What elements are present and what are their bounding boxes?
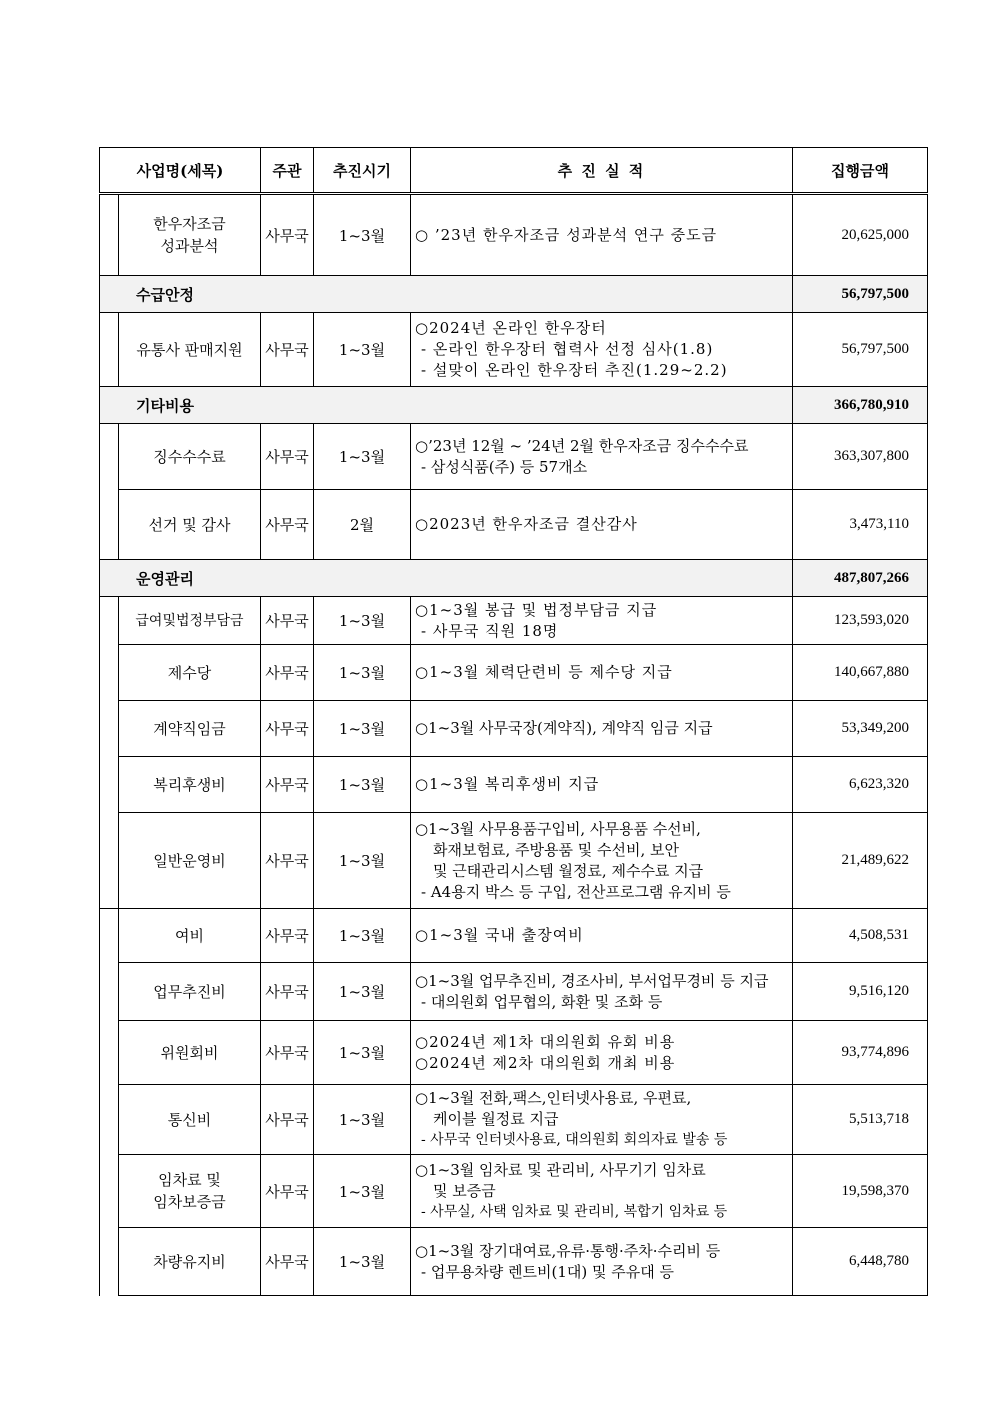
row-gutter [100, 597, 119, 645]
table-row [100, 757, 928, 813]
item-org: 사무국 [261, 424, 314, 490]
detail-line: 및 보증금 [433, 1181, 496, 1200]
item-detail [411, 1228, 793, 1296]
detail-line: ○1~3월 장기대여료,유류·통행·주차·수리비 등 [415, 1241, 721, 1260]
item-name: 선거 및 감사 [119, 490, 261, 560]
detail-line: - 업무용차량 렌트비(1대) 및 주유대 등 [421, 1262, 675, 1281]
detail-line: - 사무실, 사택 임차료 및 관리비, 복합기 임차료 등 [421, 1203, 728, 1220]
item-period: 1~3월 [314, 1085, 411, 1155]
item-detail [411, 909, 793, 963]
item-period: 2월 [314, 490, 411, 560]
budget-execution-table [99, 147, 928, 1296]
item-detail [411, 963, 793, 1021]
detail-line: ○1~3월 복리후생비 지급 [415, 775, 600, 793]
item-detail [411, 194, 793, 276]
item-period: 1~3월 [314, 701, 411, 757]
item-detail [411, 757, 793, 813]
detail-line: ○1~3월 전화,팩스,인터넷사용료, 우편료, [415, 1089, 692, 1107]
item-amount: 53,349,200 [793, 701, 928, 757]
item-period: 1~3월 [314, 313, 411, 387]
item-amount: 93,774,896 [793, 1021, 928, 1085]
item-amount: 19,598,370 [793, 1155, 928, 1228]
item-detail [411, 645, 793, 701]
item-detail [411, 701, 793, 757]
detail-line: ○2024년 제1차 대의원회 유회 비용 [415, 1032, 676, 1051]
table-row [100, 313, 928, 387]
row-gutter [100, 1021, 119, 1085]
item-name: 복리후생비 [119, 757, 261, 813]
item-name: 업무추진비 [119, 963, 261, 1021]
table-row [100, 490, 928, 560]
item-org: 사무국 [261, 1085, 314, 1155]
header-name: 사업명(세목) [100, 148, 261, 194]
item-name: 위원회비 [119, 1021, 261, 1085]
item-name-line: 한우자조금 [153, 215, 226, 233]
category-amount: 487,807,266 [793, 560, 928, 597]
row-gutter [100, 490, 119, 560]
detail-line: - 온라인 한우장터 협력사 선정 심사(1.8) [421, 340, 714, 358]
item-org: 사무국 [261, 1228, 314, 1296]
table-row [100, 909, 928, 963]
item-name: 제수당 [119, 645, 261, 701]
detail-line: ○1~3월 임차료 및 관리비, 사무기기 임차료 [415, 1160, 706, 1179]
item-org: 사무국 [261, 963, 314, 1021]
row-gutter [100, 909, 119, 963]
detail-line: ○2024년 온라인 한우장터 [415, 319, 607, 337]
item-period: 1~3월 [314, 597, 411, 645]
category-row [100, 276, 928, 313]
detail-line: 화재보험료, 주방용품 및 수선비, 보안 [433, 840, 679, 859]
item-amount: 4,508,531 [793, 909, 928, 963]
table-row [100, 194, 928, 276]
item-period: 1~3월 [314, 645, 411, 701]
category-row [100, 560, 928, 597]
item-org: 사무국 [261, 701, 314, 757]
item-org: 사무국 [261, 194, 314, 276]
row-gutter [100, 1085, 119, 1155]
table-row [100, 1085, 928, 1155]
item-org: 사무국 [261, 597, 314, 645]
detail-line: 및 근태관리시스템 월정료, 제수수료 지급 [433, 861, 704, 880]
item-amount: 123,593,020 [793, 597, 928, 645]
item-org: 사무국 [261, 757, 314, 813]
item-period: 1~3월 [314, 1021, 411, 1085]
item-name: 징수수수료 [119, 424, 261, 490]
item-name: 차량유지비 [119, 1228, 261, 1296]
item-name-line: 임차료 및 [158, 1171, 221, 1189]
item-org: 사무국 [261, 313, 314, 387]
detail-line: - A4용지 박스 등 구입, 전산프로그램 유지비 등 [421, 882, 731, 901]
category-row [100, 387, 928, 424]
detail-line: ○1~3월 체력단련비 등 제수당 지급 [415, 663, 673, 681]
item-detail [411, 1021, 793, 1085]
table-row [100, 1155, 928, 1228]
item-detail [411, 1085, 793, 1155]
item-name [119, 1155, 261, 1228]
item-amount: 6,623,320 [793, 757, 928, 813]
detail-line: - 사무국 직원 18명 [421, 621, 559, 640]
row-gutter [100, 1155, 119, 1228]
table-header-row [100, 148, 928, 194]
item-name-line: 성과분석 [160, 237, 219, 255]
item-org: 사무국 [261, 1155, 314, 1228]
item-period: 1~3월 [314, 424, 411, 490]
item-period: 1~3월 [314, 194, 411, 276]
category-amount: 366,780,910 [793, 387, 928, 424]
table-row [100, 813, 928, 909]
item-name: 유통사 판매지원 [119, 313, 261, 387]
item-amount: 20,625,000 [793, 194, 928, 276]
item-detail [411, 424, 793, 490]
item-amount: 5,513,718 [793, 1085, 928, 1155]
detail-line: ○2023년 한우자조금 결산감사 [415, 515, 638, 533]
row-gutter [100, 424, 119, 490]
header-org: 주관 [261, 148, 314, 194]
item-amount: 363,307,800 [793, 424, 928, 490]
item-org: 사무국 [261, 1021, 314, 1085]
detail-line: ○1~3월 봉급 및 법정부담금 지급 [415, 600, 658, 619]
item-amount: 3,473,110 [793, 490, 928, 560]
item-amount: 6,448,780 [793, 1228, 928, 1296]
category-amount: 56,797,500 [793, 276, 928, 313]
item-period: 1~3월 [314, 757, 411, 813]
item-org: 사무국 [261, 490, 314, 560]
item-name: 통신비 [119, 1085, 261, 1155]
item-org: 사무국 [261, 813, 314, 909]
detail-line: - 설맞이 온라인 한우장터 추진(1.29~2.2) [421, 361, 728, 379]
item-name-line: 임차보증금 [153, 1193, 226, 1211]
category-name: 수급안정 [100, 276, 793, 313]
item-period: 1~3월 [314, 963, 411, 1021]
table-row [100, 645, 928, 701]
table-row [100, 963, 928, 1021]
detail-line: ○1~3월 국내 출장여비 [415, 926, 584, 944]
item-amount: 56,797,500 [793, 313, 928, 387]
detail-line: - 삼성식품(주) 등 57개소 [421, 457, 588, 476]
header-period: 추진시기 [314, 148, 411, 194]
item-name: 일반운영비 [119, 813, 261, 909]
table-row [100, 1228, 928, 1296]
table-row [100, 701, 928, 757]
detail-line: ○1~3월 업무추진비, 경조사비, 부서업무경비 등 지급 [415, 971, 769, 990]
header-detail: 추 진 실 적 [411, 148, 793, 194]
row-gutter [100, 963, 119, 1021]
header-amount: 집행금액 [793, 148, 928, 194]
item-name [119, 194, 261, 276]
row-gutter [100, 313, 119, 387]
item-detail [411, 1155, 793, 1228]
item-name: 계약직임금 [119, 701, 261, 757]
row-gutter [100, 813, 119, 909]
category-name: 기타비용 [100, 387, 793, 424]
item-period: 1~3월 [314, 1155, 411, 1228]
category-name: 운영관리 [100, 560, 793, 597]
detail-line: 케이블 월정료 지급 [433, 1110, 559, 1128]
item-amount: 140,667,880 [793, 645, 928, 701]
row-gutter [100, 194, 119, 276]
detail-line: ○2024년 제2차 대의원회 개최 비용 [415, 1053, 676, 1072]
item-amount: 21,489,622 [793, 813, 928, 909]
table-row [100, 1021, 928, 1085]
item-org: 사무국 [261, 909, 314, 963]
row-gutter [100, 701, 119, 757]
item-org: 사무국 [261, 645, 314, 701]
detail-line: ○’23년 12월 ~ ’24년 2월 한우자조금 징수수수료 [415, 436, 749, 455]
row-gutter [100, 757, 119, 813]
item-detail [411, 813, 793, 909]
item-period: 1~3월 [314, 909, 411, 963]
item-name: 급여및법정부담금 [119, 597, 261, 645]
item-period: 1~3월 [314, 813, 411, 909]
row-gutter [100, 645, 119, 701]
table-row [100, 597, 928, 645]
item-detail [411, 313, 793, 387]
detail-line: - 사무국 인터넷사용료, 대의원회 회의자료 발송 등 [421, 1132, 728, 1148]
row-gutter [100, 1228, 119, 1296]
item-detail [411, 597, 793, 645]
table-row [100, 424, 928, 490]
item-period: 1~3월 [314, 1228, 411, 1296]
item-name: 여비 [119, 909, 261, 963]
item-amount: 9,516,120 [793, 963, 928, 1021]
detail-line: ○1~3월 사무용품구입비, 사무용품 수선비, [415, 819, 701, 838]
detail-line: ○ ’23년 한우자조금 성과분석 연구 중도금 [415, 225, 718, 244]
detail-line: - 대의원회 업무협의, 화환 및 조화 등 [421, 992, 663, 1011]
detail-line: ○1~3월 사무국장(계약직), 계약직 임금 지급 [415, 719, 713, 737]
item-detail [411, 490, 793, 560]
